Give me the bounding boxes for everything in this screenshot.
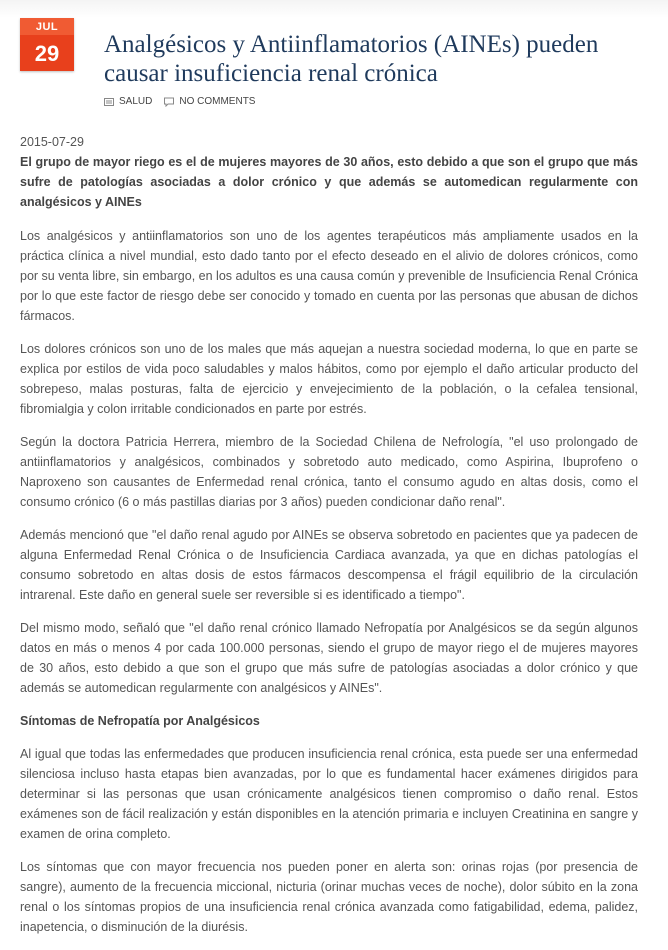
date-badge-day: 29 — [34, 41, 60, 66]
paragraph: Los síntomas que con mayor frecuencia nos pueden poner en alerta son: orinas rojas (por presencia de sangre), aumento de la frecuencia miccional, nicturia (orinar muchas veces de noche), dolor súbito en la zona renal o los síntomas propios de una insuficiencia renal crónica avanzada como fatigabilidad, edema, palidez, inapetencia, o disminución de la diurésis. — [20, 860, 638, 934]
paragraph: Según la doctora Patricia Herrera, miembro de la Sociedad Chilena de Nefrología, "el uso prolongado de antiinflamatorios y analgésicos, combinados y sobretodo auto medicado, como Aspirina, Ibuprofeno o Naproxeno son causantes de Enfermedad renal crónica, tanto el consumo agudo en altas dosis, como el consumo crónico (6 o más pastillas diarias por 3 años) pueden condicionar daño renal". — [20, 435, 638, 509]
post-title[interactable]: Analgésicos y Antiinflamatorios (AINEs) pueden causar insuficiencia renal crónica — [104, 31, 599, 87]
comment-icon — [164, 97, 174, 107]
post-meta — [104, 96, 267, 107]
paragraph: Los analgésicos y antiinflamatorios son uno de los agentes terapéuticos más ampliamente usados en la práctica clínica a nivel mundial, esto dado tanto por el efecto deseado en el alivio de dolores crónicos, como por su venta libre, sin embargo, en los adultos es una causa común y prevenible de Insuficiencia Renal Crónica por lo que este factor de riesgo debe ser conocido y tomado en cuenta por las personas que abusan de dichos fármacos. — [20, 229, 638, 323]
comments-link[interactable] — [164, 96, 255, 107]
date-badge — [20, 18, 74, 71]
paragraph: Del mismo modo, señaló que "el daño renal crónico llamado Nefropatía por Analgésicos se da según algunos datos en más o menos 4 por cada 100.000 personas, siendo el grupo de mayor riego el de mujeres mayores de 30 años, esto debido a que son el grupo que más sufre de patologías asociadas a dolor crónico y que además se automedican regularmente con analgésicos y AINEs". — [20, 621, 638, 695]
post-lead: El grupo de mayor riego es el de mujeres mayores de 30 años, esto debido a que son el grupo que más sufre de patologías asociadas a dolor crónico y que además se automedican regularmente con analgésicos y AINEs — [20, 155, 638, 209]
paragraph: Al igual que todas las enfermedades que producen insuficiencia renal crónica, esta puede ser una enfermedad silenciosa incluso hasta etapas bien avanzadas, por lo que es fundamental hacer exámenes dirigidos para determinar si las personas que usan crónicamente analgésicos tienen compromiso o daño renal. Estos exámenes son de fácil realización y están disponibles en la atención primaria e incluyen Creatinina en sangre y examen de orina completo. — [20, 747, 638, 841]
category-label: SALUD — [119, 96, 153, 107]
comments-label: NO COMMENTS — [179, 96, 256, 107]
paragraph: Además mencionó que "el daño renal agudo por AINEs se observa sobretodo en pacientes que ya padecen de alguna Enfermedad Renal Crónica o de Insuficiencia Cardiaca avanzada, ya que en dichas patologías el consumo sobretodo en altas dosis de estos fármacos descompensa el frágil equilibrio de la circulación intrarenal. Este daño en general suele ser reversible si es identificado a tiempo". — [20, 528, 638, 602]
category-link[interactable] — [104, 96, 152, 107]
paragraph: Los dolores crónicos son uno de los males que más aquejan a nuestra sociedad moderna, lo que en parte se explica por estilos de vida poco saludables y malos hábitos, como por ejemplo el daño articular producto del sobrepeso, malas posturas, falta de ejercicio y envejecimiento de la población, o la cefalea tensional, fibromialgia y colon irritable condicionados en parte por estrés. — [20, 342, 638, 416]
folder-icon — [104, 97, 114, 107]
post-content — [20, 132, 638, 950]
post-date: 2015-07-29 — [20, 135, 84, 149]
section-heading: Síntomas de Nefropatía por Analgésicos — [20, 714, 260, 728]
date-badge-month: JUL — [20, 18, 74, 35]
